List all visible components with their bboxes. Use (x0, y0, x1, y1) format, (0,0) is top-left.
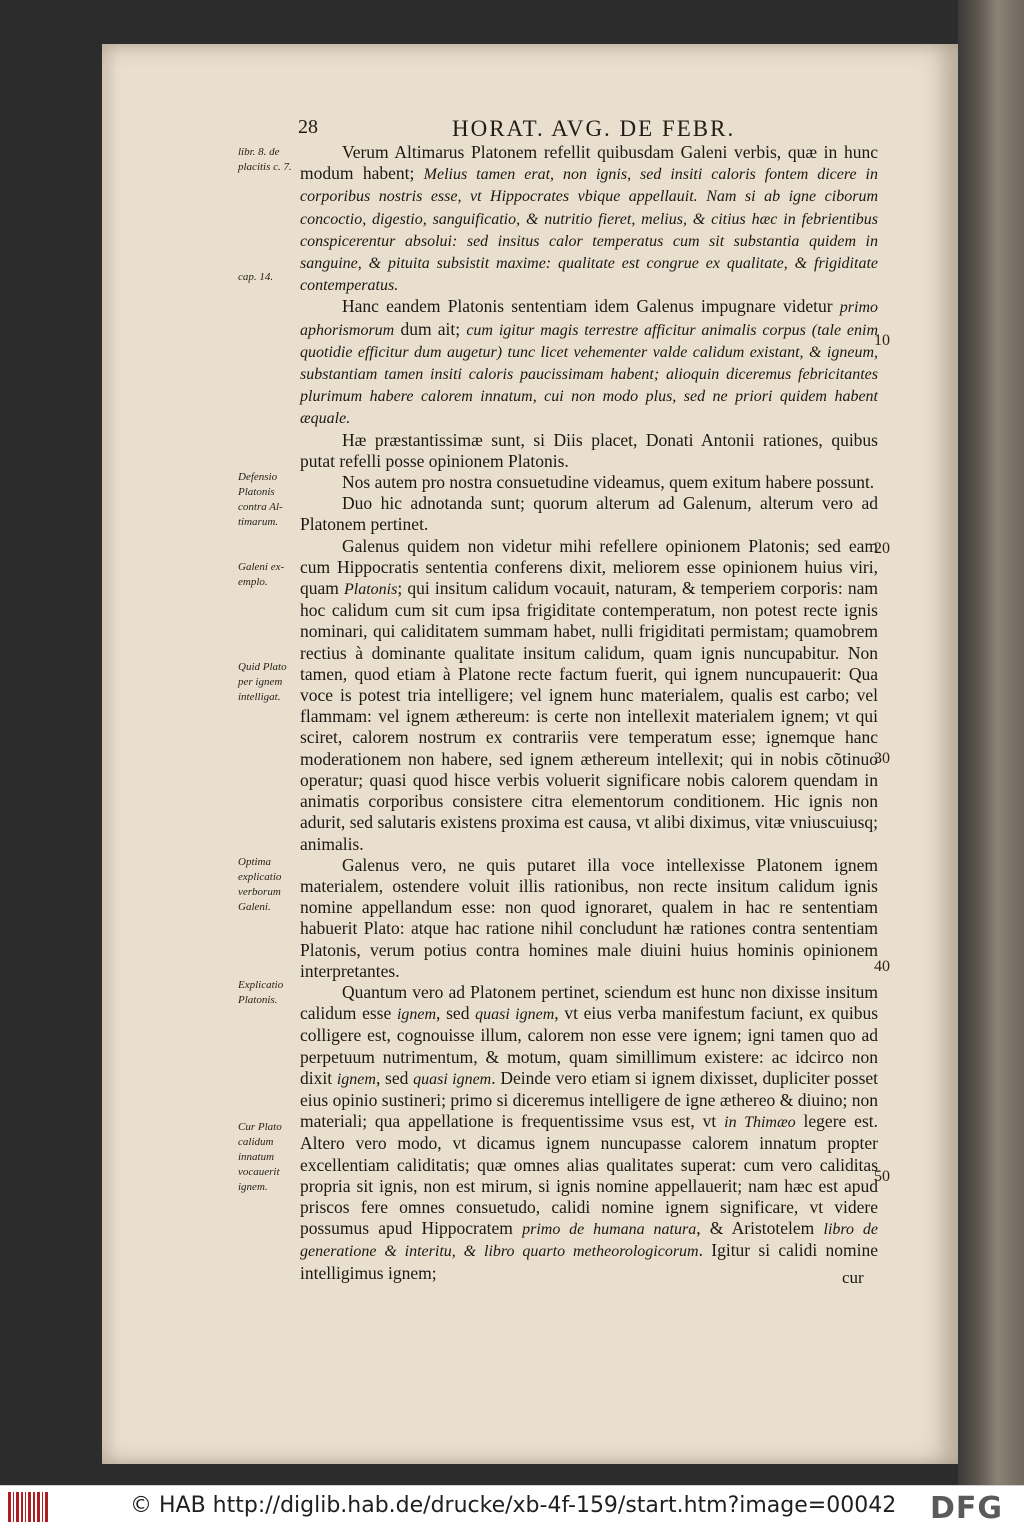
text-run: Galenus vero, ne quis putaret illa voce intellexisse Platonem ignem materialem, ostendere voluit illis rationibus, non recte insitum calidum ignis nomine appellandum esse: non quod ignoraret, qualem in hac re sententiam habuerit Plato: atque hac ratione nihil concludunt hæ rationes contra sententiam Platonis, verum potius contra homines male diuini huius hominis opinionem interpretantes. (300, 854, 878, 981)
margin-note: Galeni ex- emplo. (238, 561, 285, 588)
italic-quote: libro de generatione & interitu, & libro quarto metheorologicorum (300, 1221, 879, 1261)
main-text (300, 142, 878, 1284)
text-run: , sed (436, 1003, 476, 1024)
italic-quote: ignem (396, 1006, 437, 1024)
text-paragraph (300, 472, 878, 493)
text-paragraph (300, 855, 878, 982)
text-run: Verum Altimarus Platonem refellit quibusdam Galeni verbis, quæ in hunc modum habent; (300, 142, 878, 184)
margin-note: Defensio Platonis contra Al- timarum. (238, 471, 283, 528)
page-number: 28 (298, 116, 318, 138)
text-run: ; qui insitum calidum vocauit, naturam, & temperiem corporis: nam hoc calidum cum sit cum ipsa frigiditate contemperatum, non potest recte ignis nominari, qui caliditatem summam habet, nulli frigiditati permistam; quamobrem rectius à dominante qualitate insitum calidum, quam ignis nuncupabitur. Non tamen, quod etiam à Platone recte factum fuerit, qui ignem nuncupauerit: Qua voce is potest tria intelligere; vel ignem hunc materialem, qualis est carbo; vel flammam: vel ignem æthereum: is certe non intellexit materialem ignem; vt qui sciret, calorem nostrum ex contrariis vere temperatum esse; ignemque hanc moderationem non habere, sed ignem æthereum intellexit; qui in nobis cõtinuo operatur; quasi quod hisce verbis voluerit significare nobis calorem quendam in animatis corporibus consistere citra elementorum conditionem. Hic ignis non adurit, sed salutaris existens proxima est causa, vt alibi diximus, vitæ vniuscuiusq; animalis. (300, 578, 878, 854)
hab-barcode-logo-icon (8, 1492, 48, 1522)
italic-quote: primo aphorismorum (300, 299, 878, 339)
text-paragraph (300, 296, 878, 429)
line-number: 40 (874, 958, 890, 975)
catchword: cur (842, 1268, 864, 1287)
line-number: 50 (874, 1168, 890, 1185)
line-number: 30 (874, 750, 890, 767)
text-run: Galenus quidem non videtur mihi refellere opinionem Platonis; sed eam cum Hippocratis sententia conferens dixit, meliorem esse opinionem huius viri, quam (300, 535, 878, 599)
text-run: legere est. Altero vero modo, vt dicamus ignem nuncupasse calorem innatum propter excellentiam caliditatis; quæ omnes alias qualitates superat: cum vero caliditas propria sit ignis, non est mirum, si ignis nomine appellauerit; nam hæc est apud priscos fere omnes consuetudo, calidi nomine ignem significare, vt videre possumus apud Hippocratem (300, 1111, 878, 1239)
text-paragraph (300, 142, 878, 296)
italic-quote: primo de humana natura (522, 1221, 697, 1239)
italic-quote: quasi ignem (413, 1070, 492, 1088)
text-paragraph (300, 536, 878, 855)
text-run: , & Aristotelem (696, 1218, 824, 1239)
text-run: Hanc eandem Platonis sententiam idem Galenus impugnare videtur (342, 296, 840, 317)
text-run: dum ait; (394, 318, 467, 339)
margin-note: libr. 8. de placitis c. 7. (238, 146, 292, 173)
page-edge (958, 0, 1024, 1485)
text-run: Quantum vero ad Platonem pertinet, sciendum est hunc non dixisse insitum calidum esse (300, 981, 878, 1024)
dfg-logo: DFG (930, 1491, 1004, 1526)
line-number: 10 (874, 332, 890, 349)
line-number: 20 (874, 540, 890, 557)
text-run: , sed (375, 1067, 414, 1088)
text-run: Nos autem pro nostra consuetudine videamus, quem exitum habere possunt. (342, 472, 875, 493)
italic-quote: ignem (336, 1070, 376, 1088)
text-run: Duo hic adnotanda sunt; quorum alterum ad Galenum, alterum vero ad Platonem pertinet. (300, 493, 878, 535)
italic-quote: Platonis (344, 581, 398, 599)
italic-quote: quasi ignem (475, 1006, 555, 1024)
text-run: , vt eius verba manifestum faciunt, ex quibus colligere est, cognouisse illum, calorem non esse vere ignem; igni tamen quo ad perpetuum nutrimentum, & motum, quam simillimum existere: ac idcirco non dixit (300, 1003, 878, 1088)
footer-bar (0, 1485, 1024, 1528)
margin-note: Explicatio Platonis. (238, 979, 284, 1006)
text-run: . Deinde vero etiam si ignem dixisset, dupliciter posset eius opinio sustineri; primo si diceremus intelligere de igne æthereo & diuino; non materiali; qua appellatione is frequentissime vsus est, vt (300, 1067, 879, 1132)
margin-note: cap. 14. (238, 271, 274, 283)
margin-note: Optima explicatio verborum Galeni. (238, 856, 282, 913)
text-paragraph (300, 493, 878, 535)
running-title: HORAT. AVG. DE FEBR. (452, 116, 736, 141)
text-run: Hæ præstantissimæ sunt, si Diis placet, Donati Antonii rationes, quibus putat refelli posse opinionem Platonis. (300, 429, 878, 471)
margin-note: Cur Plato calidum innatum vocauerit ignem. (238, 1121, 282, 1193)
credit-link[interactable]: © HAB http://diglib.hab.de/drucke/xb-4f-159/start.htm?image=00042 (130, 1493, 897, 1518)
italic-quote: Melius tamen erat, non ignis, sed insiti caloris fontem dicere in corporibus nostris esse, vt Hippocrates vbique appellauit. Nam si ab igne ciborum concoctio, digestio, sanguificatio, & nutritio fieret, melius, & citius hæc in febrientibus conspicerentur absolui: sed insitus calor temperatus cum sit substantia quidem in sanguine, & pituita subsistit maxime: qualitate est congrue ex qualitate, & frigiditate contemperatus. (300, 166, 879, 295)
text-paragraph (300, 430, 878, 472)
text-paragraph (300, 982, 878, 1284)
italic-quote: cum igitur magis terrestre afficitur animalis corpus (tale enim quotidie efficitur dum augetur) tunc licet vehementer valde calidum existant, & igneum, substantiam tamen insiti caloris paucissimam habent; alioquin diceremus febricitantes plurimum habere calorem innatum, cui non modo plus, sed ne priori quidem habent æquale. (300, 321, 878, 428)
text-run: . Igitur si calidi nomine intelligimus ignem; (300, 1240, 878, 1283)
italic-quote: in Thimæo (724, 1114, 796, 1132)
margin-note: Quid Plato per ignem intelligat. (238, 661, 287, 703)
